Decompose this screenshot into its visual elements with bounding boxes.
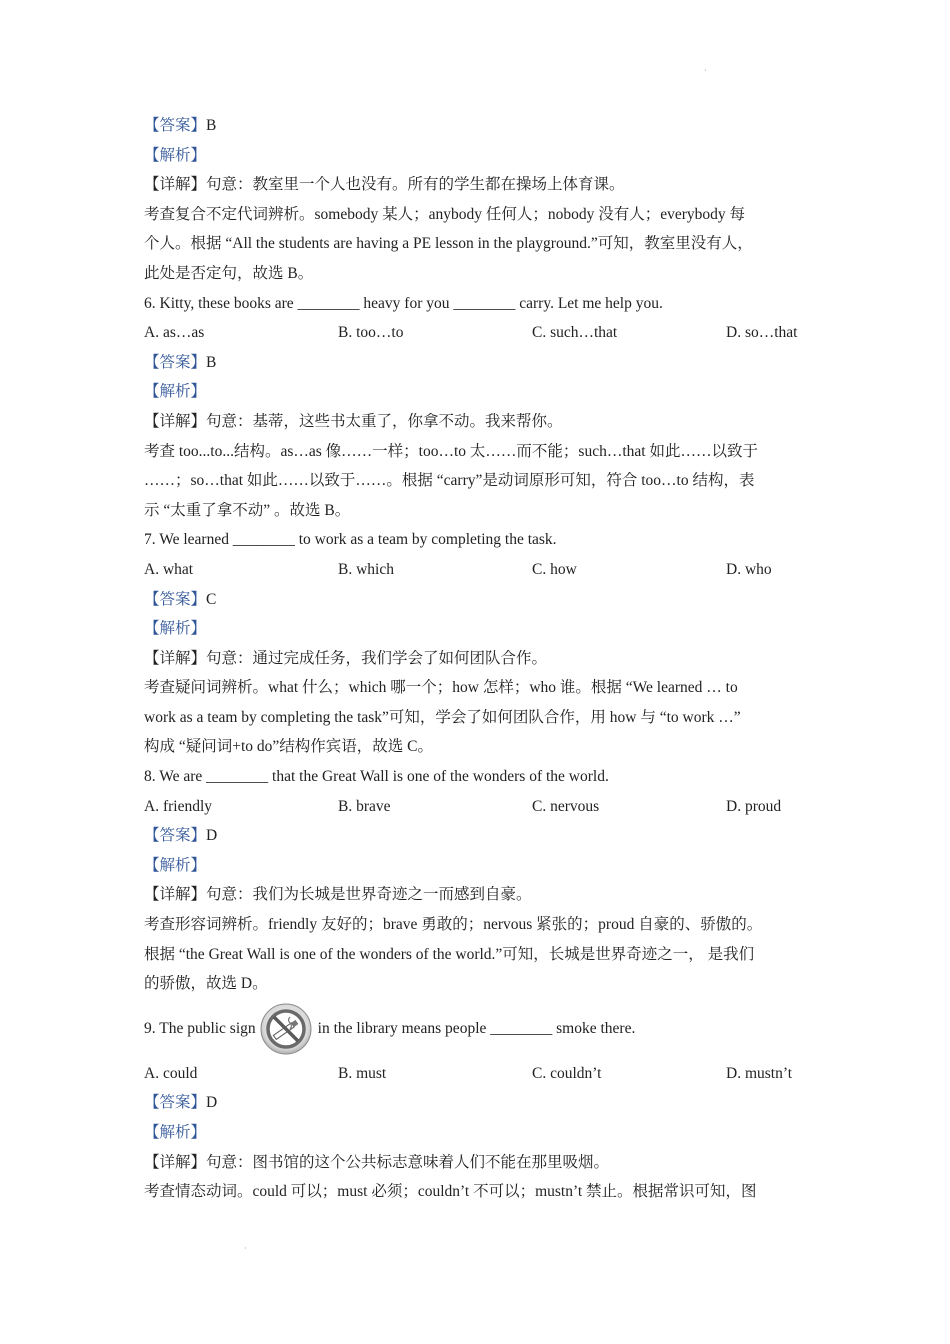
q7-analysis-line bbox=[144, 614, 814, 644]
q6-answer: B bbox=[206, 353, 217, 371]
q6-option-a: A. as…as bbox=[144, 324, 205, 342]
analysis-label: 【解析】 bbox=[144, 146, 207, 164]
document-page bbox=[144, 111, 814, 1207]
q5-detail-line bbox=[144, 170, 814, 200]
analysis-label: 【解析】 bbox=[144, 1124, 207, 1141]
q5-answer: B bbox=[206, 117, 217, 134]
q6-explanation-line: 示 “太重了拿不动” 。故选 B。 bbox=[144, 501, 351, 519]
q6-analysis-line bbox=[144, 377, 814, 407]
q9-question bbox=[144, 999, 814, 1059]
q7-answer-line bbox=[144, 585, 814, 615]
q8-option-c: C. nervous bbox=[532, 797, 600, 815]
q9-detail: 句意：图书馆的这个公共标志意味着人们不能在那里吸烟。 bbox=[206, 1153, 610, 1171]
q8-explanation-line: 根据 “the Great Wall is one of the wonders of the world.”可知，长城是世界奇迹之一， 是我们 bbox=[144, 945, 755, 963]
q8-answer-line bbox=[144, 821, 814, 851]
q6-explanation-line: ……；so…that 如此……以致于……。根据 “carry”是动词原形可知，符合 too…to 结构，表 bbox=[144, 472, 755, 490]
q9-option-a: A. could bbox=[144, 1064, 198, 1082]
q7-option-d: D. who bbox=[726, 560, 772, 578]
answer-label: 【答案】 bbox=[144, 1094, 207, 1112]
q9-option-d: D. mustn’t bbox=[726, 1064, 793, 1082]
q9-detail-line bbox=[144, 1148, 814, 1178]
q6-answer-line bbox=[144, 348, 814, 378]
q6-option-c: C. such…that bbox=[532, 324, 618, 342]
q8-detail: 句意：我们为长城是世界奇迹之一而感到自豪。 bbox=[206, 886, 532, 904]
q9-option-c: C. couldn’t bbox=[532, 1064, 602, 1082]
q7-explanation-line: work as a team by completing the task”可知，学会了如何团队合作，用 how 与 “to work …” bbox=[144, 708, 741, 726]
page-mark-bottom: · bbox=[244, 1244, 247, 1253]
q9-analysis-line bbox=[144, 1118, 814, 1148]
q6-detail: 句意：基蒂，这些书太重了，你拿不动。我来帮你。 bbox=[206, 412, 563, 430]
answer-label: 【答案】 bbox=[144, 590, 207, 608]
q5-answer-line bbox=[144, 111, 814, 141]
q9-question-start: 9. The public sign bbox=[144, 1019, 256, 1037]
q7-question: 7. We learned ________ to work as a team by completing the task. bbox=[144, 531, 557, 549]
no-smoking-sign-icon bbox=[260, 1003, 312, 1055]
q9-options bbox=[144, 1059, 814, 1089]
q7-answer: C bbox=[206, 590, 217, 608]
q5-explanation-line: 此处是否定句，故选 B。 bbox=[144, 264, 314, 282]
analysis-label: 【解析】 bbox=[144, 620, 207, 638]
q7-options bbox=[144, 555, 814, 585]
q7-option-c: C. how bbox=[532, 560, 577, 578]
q8-explanation-line: 考查形容词辨析。friendly 友好的；brave 勇敢的；nervous 紧张的；proud 自豪的、骄傲的。 bbox=[144, 916, 763, 934]
detail-label: 【详解】 bbox=[144, 649, 207, 667]
q7-detail-line bbox=[144, 644, 814, 674]
q7-explanation-line: 构成 “疑问词+to do”结构作宾语，故选 C。 bbox=[144, 738, 434, 756]
q9-answer: D bbox=[206, 1094, 218, 1112]
q8-detail-line bbox=[144, 880, 814, 910]
q7-explanation-line: 考查疑问词辨析。what 什么；which 哪一个；how 怎样；who 谁。根据 “We learned … to bbox=[144, 679, 738, 697]
q9-question-end: in the library means people ________ smoke there. bbox=[317, 1019, 636, 1037]
q8-option-a: A. friendly bbox=[144, 797, 213, 815]
q6-option-d: D. so…that bbox=[726, 324, 798, 342]
page-mark-top: · bbox=[704, 66, 707, 75]
q6-explanation-line: 考查 too...to...结构。as…as 像……一样；too…to 太……而不能；such…that 如此……以致于 bbox=[144, 442, 758, 460]
q5-explanation-line: 个人。根据 “All the students are having a PE lesson in the playground.”可知，教室里没有人， bbox=[144, 235, 753, 253]
q6-detail-line bbox=[144, 407, 814, 437]
detail-label: 【详解】 bbox=[144, 1153, 207, 1171]
q9-explanation-line: 考查情态动词。could 可以；must 必须；couldn’t 不可以；mustn’t 禁止。根据常识可知，图 bbox=[144, 1183, 757, 1201]
q8-options bbox=[144, 792, 814, 822]
q8-analysis-line bbox=[144, 851, 814, 881]
q8-option-d: D. proud bbox=[726, 797, 782, 815]
detail-label: 【详解】 bbox=[144, 176, 207, 194]
q7-detail: 句意：通过完成任务，我们学会了如何团队合作。 bbox=[206, 649, 548, 667]
q5-analysis-line bbox=[144, 141, 814, 171]
q6-option-b: B. too…to bbox=[338, 324, 404, 342]
answer-label: 【答案】 bbox=[144, 827, 207, 845]
q6-options bbox=[144, 318, 814, 348]
analysis-label: 【解析】 bbox=[144, 856, 207, 874]
q5-detail: 句意：教室里一个人也没有。所有的学生都在操场上体育课。 bbox=[206, 176, 625, 194]
q5-explanation-line: 考查复合不定代词辨析。somebody 某人；anybody 任何人；nobody 没有人；everybody 每 bbox=[144, 205, 746, 223]
analysis-label: 【解析】 bbox=[144, 383, 207, 401]
answer-label: 【答案】 bbox=[144, 117, 207, 134]
detail-label: 【详解】 bbox=[144, 412, 207, 430]
q6-question: 6. Kitty, these books are ________ heavy for you ________ carry. Let me help you. bbox=[144, 294, 663, 312]
detail-label: 【详解】 bbox=[144, 886, 207, 904]
q8-answer: D bbox=[206, 827, 218, 845]
q8-question: 8. We are ________ that the Great Wall is one of the wonders of the world. bbox=[144, 768, 609, 786]
q7-option-a: A. what bbox=[144, 560, 194, 578]
q7-option-b: B. which bbox=[338, 560, 394, 578]
q8-explanation-line: 的骄傲，故选 D。 bbox=[144, 975, 268, 993]
q9-answer-line bbox=[144, 1088, 814, 1118]
answer-label: 【答案】 bbox=[144, 353, 207, 371]
q8-option-b: B. brave bbox=[338, 797, 391, 815]
q9-option-b: B. must bbox=[338, 1064, 387, 1082]
